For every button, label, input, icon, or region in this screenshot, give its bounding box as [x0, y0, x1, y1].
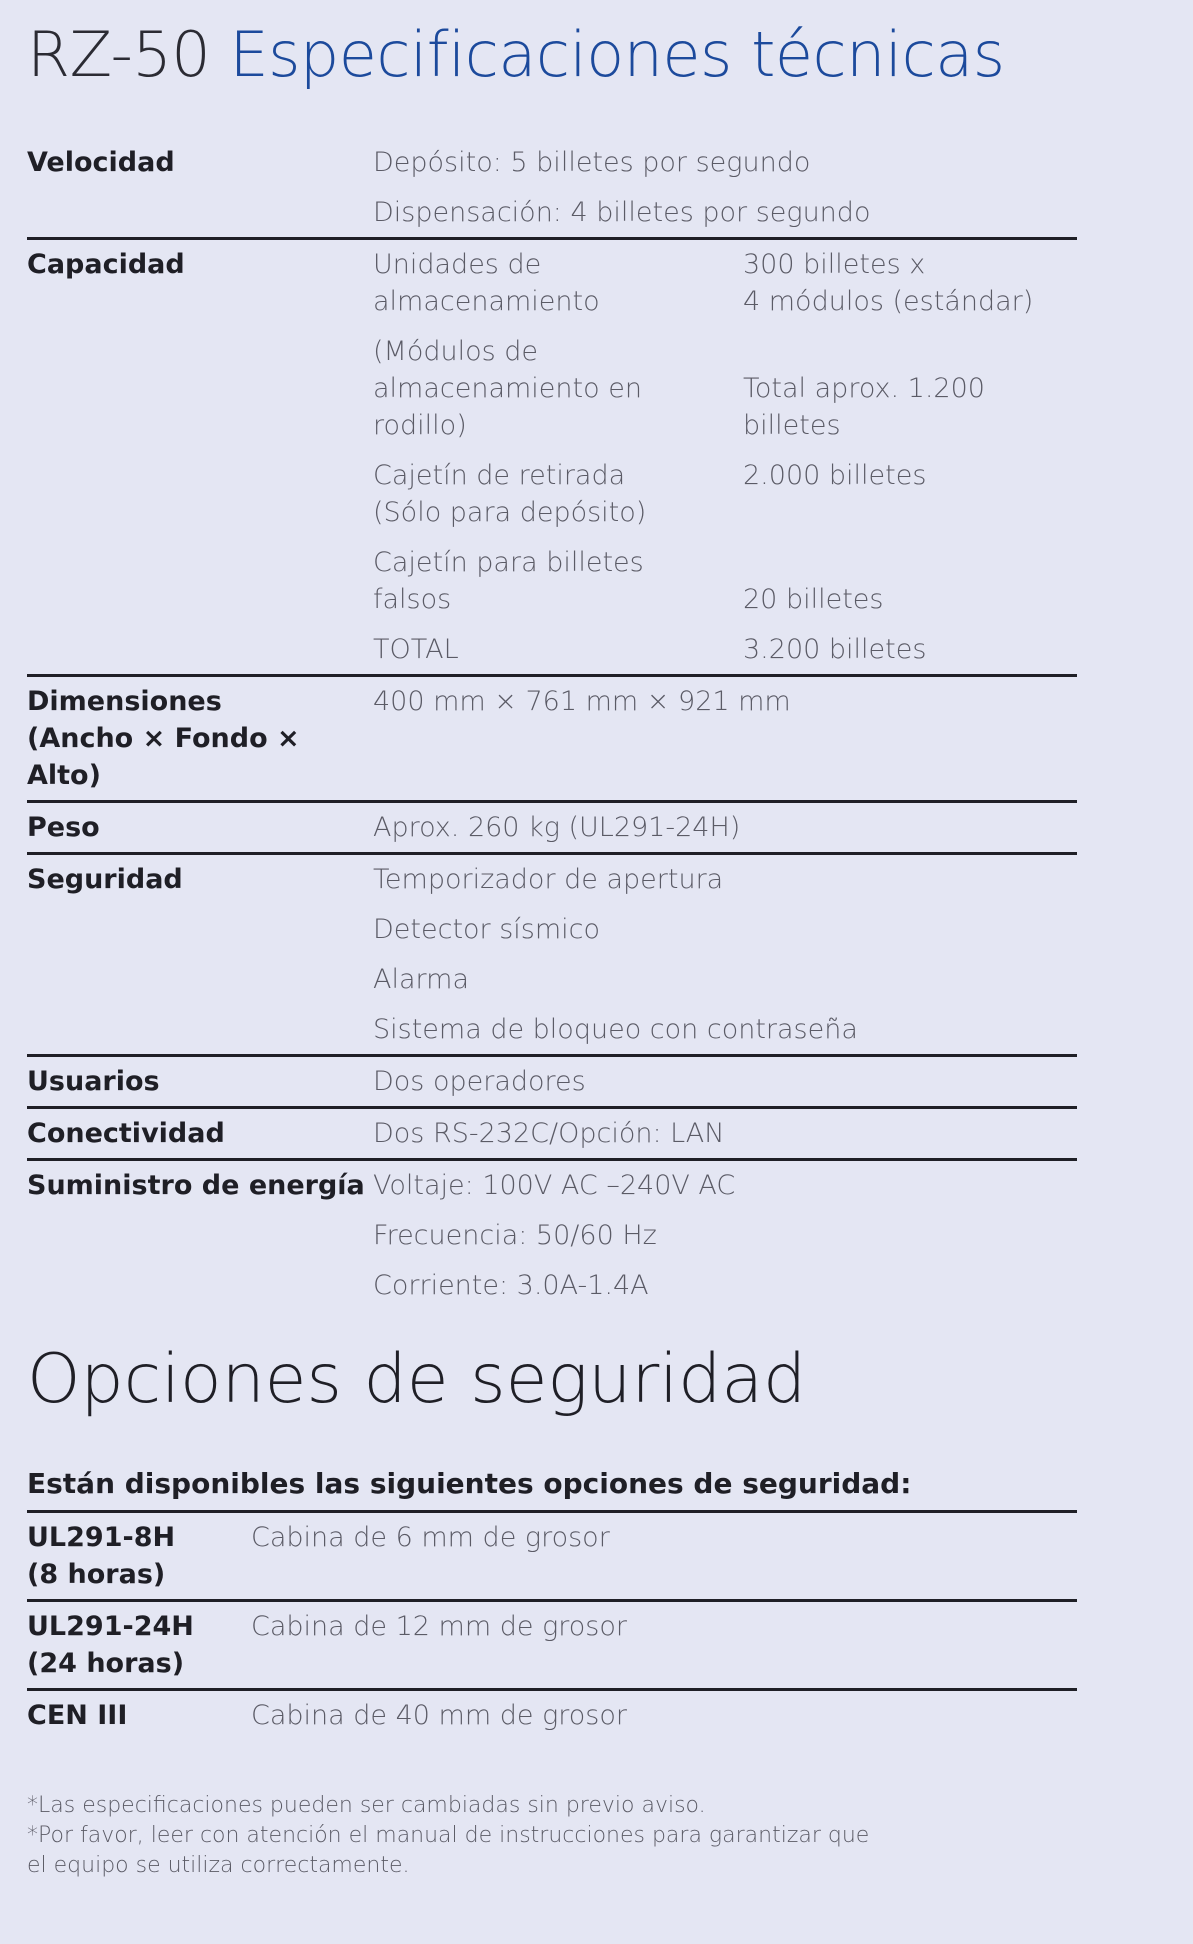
- spec-row-velocidad: [27, 138, 1077, 239]
- option-row: [27, 1512, 1077, 1601]
- spec-value: Dos RS-232C/Opción: LAN: [373, 1118, 725, 1149]
- capacity-value: 20 billetes: [743, 584, 884, 615]
- spec-label: Velocidad: [27, 147, 175, 178]
- capacity-item: TOTAL: [373, 634, 459, 665]
- capacity-value: 3.200 billetes: [743, 634, 927, 665]
- spec-value: [373, 854, 1077, 1056]
- spec-line: Sistema de bloqueo con contraseña: [373, 1014, 858, 1045]
- spec-row-capacidad: [27, 239, 1077, 676]
- spec-label: Peso: [27, 812, 100, 843]
- option-label: UL291-8H (8 horas): [27, 1522, 176, 1590]
- security-options-table: [27, 1510, 1077, 1740]
- option-row: [27, 1601, 1077, 1690]
- spec-label: Seguridad: [27, 864, 183, 895]
- specifications-table: [27, 138, 1077, 1310]
- spec-row-usuarios: [27, 1056, 1077, 1108]
- capacity-value: Total aprox. 1.200 billetes: [743, 373, 985, 441]
- capacity-item: Cajetín para billetes falsos: [373, 547, 644, 615]
- spec-line: Dispensación: 4 billetes por segundo: [373, 197, 871, 228]
- spec-line: Corriente: 3.0A-1.4A: [373, 1270, 649, 1301]
- option-value: Cabina de 40 mm de grosor: [251, 1700, 627, 1731]
- spec-value: Aprox. 260 kg (UL291-24H): [373, 812, 741, 843]
- option-value: Cabina de 6 mm de grosor: [251, 1522, 610, 1553]
- spec-line: Temporizador de apertura: [373, 864, 724, 895]
- spec-value: Dos operadores: [373, 1066, 586, 1097]
- capacity-value: 300 billetes x 4 módulos (estándar): [743, 249, 1034, 317]
- spec-label: Suministro de energía: [27, 1170, 365, 1201]
- spec-label-line: (Ancho × Fondo × Alto): [27, 723, 300, 791]
- spec-line: Depósito: 5 billetes por segundo: [373, 147, 811, 178]
- security-options-title: Opciones de seguridad: [27, 1340, 807, 1419]
- capacity-item: (Módulos de almacenamiento en rodillo): [373, 336, 642, 441]
- spec-row-seguridad: [27, 854, 1077, 1056]
- title-text: Especificaciones técnicas: [229, 18, 1005, 91]
- capacity-grid: [373, 246, 1077, 668]
- spec-line: Frecuencia: 50/60 Hz: [373, 1220, 657, 1251]
- spec-label: Conectividad: [27, 1118, 225, 1149]
- spec-label: Usuarios: [27, 1066, 160, 1097]
- spec-label-line: Dimensiones: [27, 686, 222, 717]
- spec-value: [373, 138, 1077, 239]
- spec-row-peso: [27, 802, 1077, 854]
- capacity-item: Unidades de almacenamiento: [373, 249, 600, 317]
- model-name: RZ-50: [27, 18, 211, 91]
- option-label: UL291-24H (24 horas): [27, 1611, 194, 1679]
- footnotes: *Las especificaciones pueden ser cambiadas sin previo aviso. *Por favor, leer con atención el manual de instrucciones para garantizar que el equipo se utiliza correctamente.: [27, 1793, 870, 1878]
- option-label: CEN III: [27, 1700, 128, 1731]
- spec-row-conectividad: [27, 1108, 1077, 1160]
- option-value: Cabina de 12 mm de grosor: [251, 1611, 627, 1642]
- page-title: [27, 18, 1005, 91]
- spec-line: Voltaje: 100V AC –240V AC: [373, 1170, 736, 1201]
- spec-label: [27, 676, 373, 802]
- spec-line: Detector sísmico: [373, 914, 601, 945]
- spec-value: [373, 239, 1077, 676]
- option-row: [27, 1690, 1077, 1741]
- security-options-intro: Están disponibles las siguientes opciones de seguridad:: [27, 1467, 912, 1500]
- spec-line: Alarma: [373, 964, 469, 995]
- spec-label: Capacidad: [27, 249, 185, 280]
- capacity-value: 2.000 billetes: [743, 460, 927, 491]
- spec-value: 400 mm × 761 mm × 921 mm: [373, 686, 791, 717]
- spec-row-energia: [27, 1160, 1077, 1311]
- spec-row-dimensiones: [27, 676, 1077, 802]
- spec-value: [373, 1160, 1077, 1311]
- capacity-item: Cajetín de retirada (Sólo para depósito): [373, 460, 647, 528]
